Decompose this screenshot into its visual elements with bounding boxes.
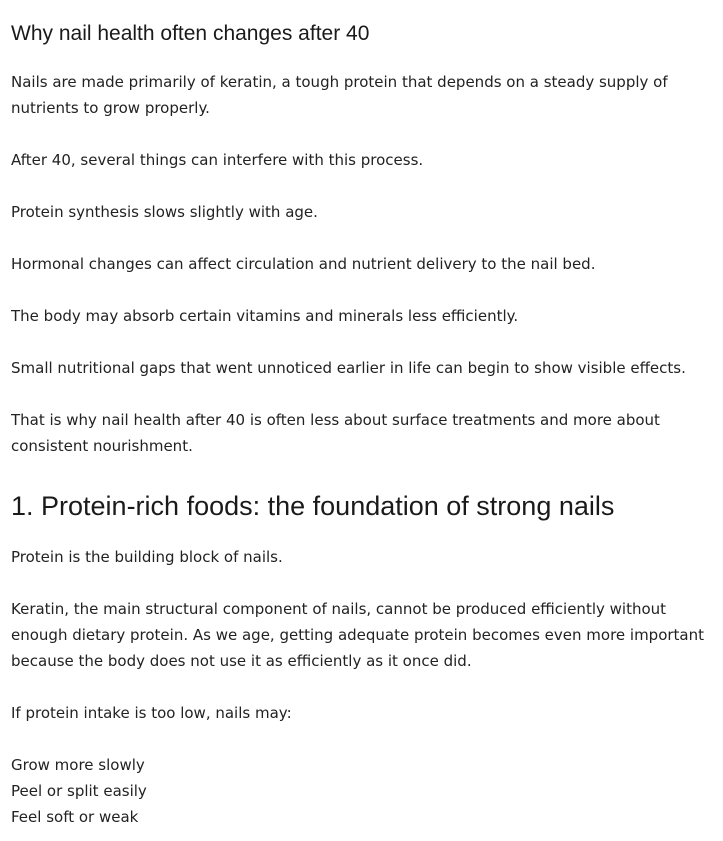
section-heading-protein-rich-foods: 1. Protein-rich foods: the foundation of strong nails	[11, 491, 615, 521]
symptom-list	[11, 752, 716, 830]
list-item: Grow more slowly	[11, 756, 145, 774]
paragraph: Small nutritional gaps that went unnoticed earlier in life can begin to show visible effects.	[11, 359, 686, 377]
paragraph: The body may absorb certain vitamins and minerals less efficiently.	[11, 307, 519, 325]
section-heading-nail-health-after-40: Why nail health often changes after 40	[11, 22, 370, 45]
paragraph: Keratin, the main structural component of nails, cannot be produced efficiently without enough dietary protein. As we age, getting adequate protein becomes even more important because the body does not use it as efficiently as it once did.	[11, 600, 705, 670]
paragraph: That is why nail health after 40 is often less about surface treatments and more about consistent nourishment.	[11, 411, 660, 455]
paragraph: Protein is the building block of nails.	[11, 548, 283, 566]
paragraph: After 40, several things can interfere with this process.	[11, 151, 424, 169]
paragraph: Hormonal changes can affect circulation and nutrient delivery to the nail bed.	[11, 255, 596, 273]
paragraph: Nails are made primarily of keratin, a tough protein that depends on a steady supply of nutrients to grow properly.	[11, 73, 668, 117]
paragraph: Protein synthesis slows slightly with age.	[11, 203, 318, 221]
paragraph: If protein intake is too low, nails may:	[11, 704, 292, 722]
article-body	[11, 0, 716, 830]
list-item: Feel soft or weak	[11, 808, 139, 826]
list-item: Peel or split easily	[11, 782, 147, 800]
